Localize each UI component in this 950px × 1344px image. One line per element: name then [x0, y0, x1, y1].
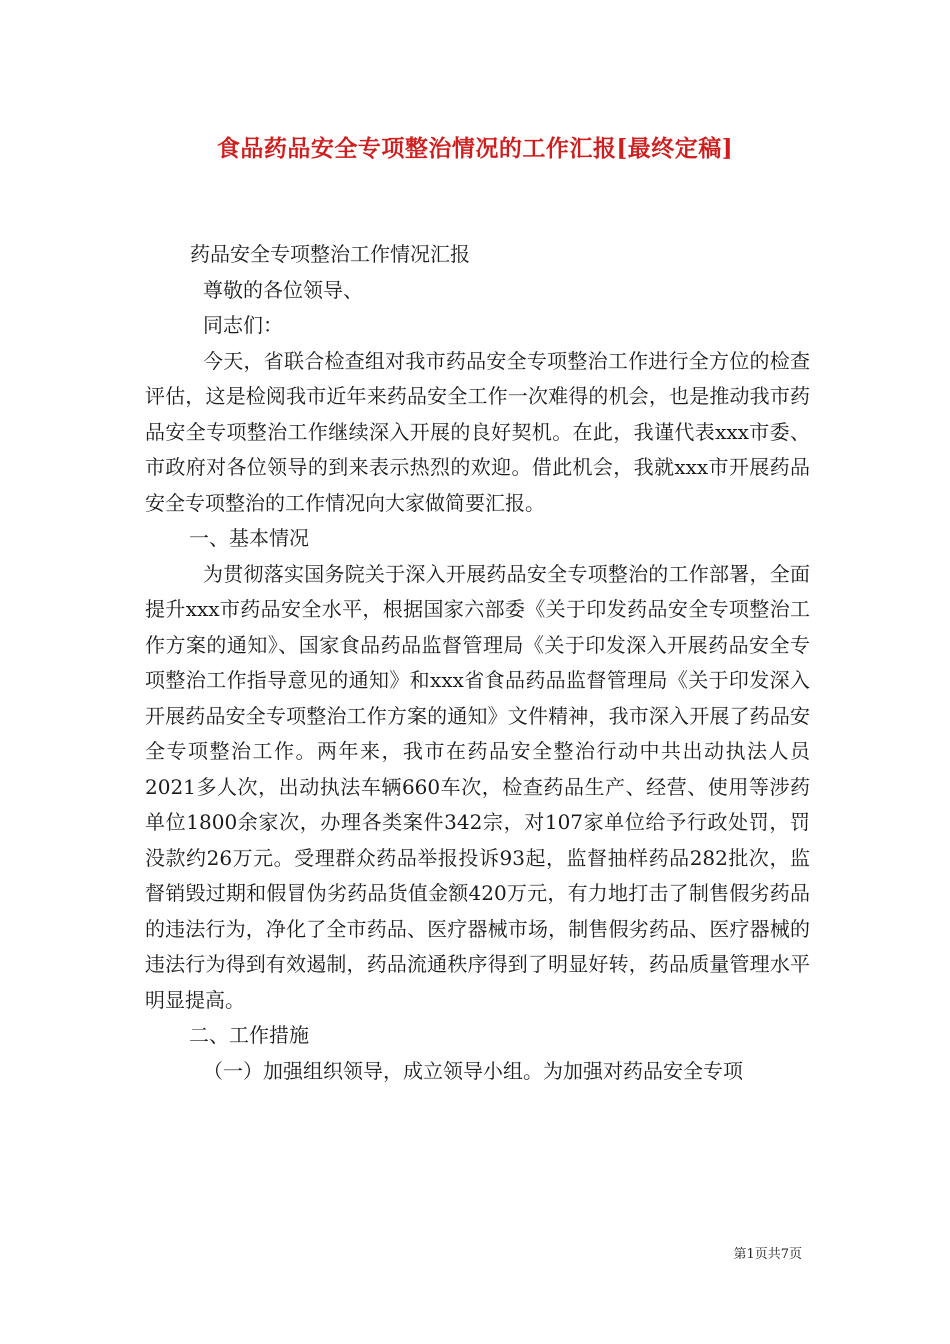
document-body	[145, 237, 810, 1089]
page-number: 第1页共7页	[733, 1247, 802, 1262]
salutation-line-1: 尊敬的各位领导、	[203, 277, 363, 302]
document-subtitle: 药品安全专项整治工作情况汇报	[190, 242, 470, 266]
paragraph-basic-situation: 为贯彻落实国务院关于深入开展药品安全专项整治的工作部署，全面提升xxx市药品安全水平，根据国家六部委《关于印发药品安全专项整治工作方案的通知》、国家食品药品监督管理局《关于印发深入开展药品安全专项整治工作指导意见的通知》和xxx省食品药品监督管理局《关于印发深入开展药品安全专项整治工作方案的通知》文件精神，我市深入开展了药品安全专项整治工作。两年来，我市在药品安全整治行动中共出动执法人员2021多人次，出动执法车辆660车次，检查药品生产、经营、使用等涉药单位1800余家次，办理各类案件342宗，对107家单位给予行政处罚，罚没款约26万元。受理群众药品举报投诉93起，监督抽样药品282批次，监督销毁过期和假冒伪劣药品货值金额420万元，有力地打击了制售假劣药品的违法行为，净化了全市药品、医疗器械市场，制售假劣药品、医疗器械的违法行为得到有效遏制，药品流通秩序得到了明显好转，药品质量管理水平明显提高。	[145, 561, 810, 1012]
section-heading-measures: 二、工作措施	[189, 1023, 309, 1047]
salutation-line-2: 同志们：	[203, 313, 283, 337]
document-title: 食品药品安全专项整治情况的工作汇报[最终定稿]	[216, 135, 734, 162]
section-heading-basic: 一、基本情况	[189, 526, 309, 550]
measure-item-1: （一）加强组织领导，成立领导小组。为加强对药品安全专项	[203, 1058, 743, 1083]
paragraph-intro: 今天，省联合检查组对我市药品安全专项整治工作进行全方位的检查评估，这是检阅我市近年来药品安全工作一次难得的机会，也是推动我市药品安全专项整治工作继续深入开展的良好契机。在此，我谨代表xxx市委、市政府对各位领导的到来表示热烈的欢迎。借此机会，我就xxx市开展药品安全专项整治的工作情况向大家做简要汇报。	[145, 348, 810, 515]
